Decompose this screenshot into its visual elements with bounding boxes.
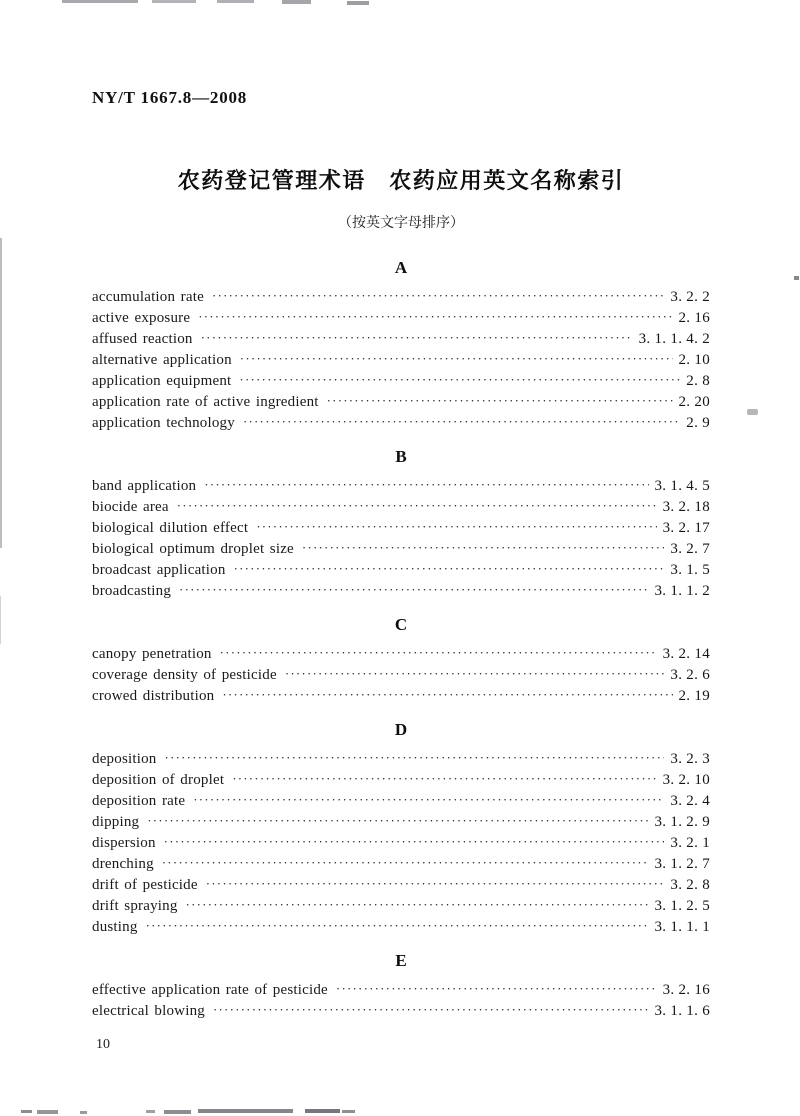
dotted-leader xyxy=(193,792,664,808)
index-ref-number: 3. 1. 1. 6 xyxy=(654,1003,710,1019)
index-ref-number: 3. 2. 18 xyxy=(662,499,710,515)
index-term: affused reaction xyxy=(92,331,193,347)
index-section xyxy=(92,615,710,709)
index-term: dispersion xyxy=(92,835,156,851)
index-term: canopy penetration xyxy=(92,646,212,662)
index-ref-number: 3. 2. 1 xyxy=(670,835,710,851)
section-entries xyxy=(92,982,710,1024)
index-entry-row xyxy=(92,415,710,436)
section-entries xyxy=(92,751,710,940)
dotted-leader xyxy=(240,351,673,367)
index-term: alternative application xyxy=(92,352,232,368)
index-term: deposition rate xyxy=(92,793,186,809)
index-ref-number: 3. 2. 2 xyxy=(670,289,710,305)
index-ref-number: 2. 10 xyxy=(678,352,710,368)
dotted-leader xyxy=(232,771,656,787)
section-letter-heading: D xyxy=(394,720,408,739)
section-letter-heading: B xyxy=(395,447,407,466)
index-entry-row xyxy=(92,373,710,394)
section-entries xyxy=(92,646,710,709)
index-ref-number: 3. 1. 2. 7 xyxy=(654,856,710,872)
dotted-leader xyxy=(239,372,680,388)
index-entry-row xyxy=(92,667,710,688)
dotted-leader xyxy=(206,876,665,892)
dotted-leader xyxy=(212,288,664,304)
standard-number: NY/T 1667.8—2008 xyxy=(92,88,248,107)
dotted-leader xyxy=(234,561,665,577)
dotted-leader xyxy=(222,687,672,703)
index-section xyxy=(92,447,710,604)
dotted-leader xyxy=(164,834,665,850)
index-term: deposition xyxy=(92,751,157,767)
scan-artifact-bottom-edge xyxy=(146,1110,155,1113)
scan-artifact-bottom-edge xyxy=(198,1109,293,1113)
index-term: drenching xyxy=(92,856,154,872)
dotted-leader xyxy=(213,1002,649,1018)
dotted-leader xyxy=(162,855,649,871)
index-term: broadcast application xyxy=(92,562,226,578)
section-letter-heading: E xyxy=(395,951,407,970)
index-entry-row xyxy=(92,835,710,856)
index-ref-number: 3. 1. 5 xyxy=(670,562,710,578)
index-ref-number: 3. 1. 1. 2 xyxy=(654,583,710,599)
index-entry-row xyxy=(92,583,710,604)
index-ref-number: 3. 2. 17 xyxy=(662,520,710,536)
dotted-leader xyxy=(243,414,680,430)
index-term: biological optimum droplet size xyxy=(92,541,294,557)
dotted-leader xyxy=(302,540,664,556)
index-ref-number: 3. 2. 3 xyxy=(670,751,710,767)
index-ref-number: 3. 2. 16 xyxy=(662,982,710,998)
index-entry-row xyxy=(92,562,710,583)
index-entry-row xyxy=(92,877,710,898)
index-entry-row xyxy=(92,1003,710,1024)
index-term: dusting xyxy=(92,919,138,935)
index-entry-row xyxy=(92,772,710,793)
index-term: biocide area xyxy=(92,499,169,515)
index-term: application rate of active ingredient xyxy=(92,394,319,410)
index-entry-row xyxy=(92,751,710,772)
section-letter-heading: C xyxy=(394,615,408,634)
index-ref-number: 3. 2. 7 xyxy=(670,541,710,557)
index-ref-number: 3. 2. 8 xyxy=(670,877,710,893)
index-ref-number: 3. 2. 6 xyxy=(670,667,710,683)
scan-artifact-bottom-edge xyxy=(80,1111,87,1114)
index-entry-row xyxy=(92,793,710,814)
index-entry-row xyxy=(92,919,710,940)
index-ref-number: 3. 1. 1. 4. 2 xyxy=(638,331,710,347)
index-term: application equipment xyxy=(92,373,232,389)
index-entry-row xyxy=(92,310,710,331)
dotted-leader xyxy=(285,666,665,682)
index-term: coverage density of pesticide xyxy=(92,667,277,683)
index-term: band application xyxy=(92,478,197,494)
page-subtitle: （按英文字母排序） xyxy=(338,215,464,231)
dotted-leader xyxy=(177,498,657,514)
index-ref-number: 2. 19 xyxy=(678,688,710,704)
index-entry-row xyxy=(92,289,710,310)
scan-artifact-bottom-edge xyxy=(37,1110,58,1114)
index-term: deposition of droplet xyxy=(92,772,225,788)
index-entry-row xyxy=(92,331,710,352)
index-entry-row xyxy=(92,856,710,877)
index-term: application technology xyxy=(92,415,235,431)
index-term: active exposure xyxy=(92,310,191,326)
dotted-leader xyxy=(147,813,648,829)
scan-artifact-bottom-edge xyxy=(305,1109,340,1113)
index-term: electrical blowing xyxy=(92,1003,205,1019)
index-term: crowed distribution xyxy=(92,688,215,704)
index-ref-number: 2. 8 xyxy=(686,373,710,389)
dotted-leader xyxy=(198,309,672,325)
index-term: biological dilution effect xyxy=(92,520,249,536)
scan-artifact-bottom-edge xyxy=(342,1110,355,1113)
index-entry-row xyxy=(92,541,710,562)
index-entry-row xyxy=(92,982,710,1003)
index-ref-number: 3. 2. 14 xyxy=(662,646,710,662)
index-entry-row xyxy=(92,394,710,415)
index-ref-number: 2. 9 xyxy=(686,415,710,431)
index-term: broadcasting xyxy=(92,583,172,599)
dotted-leader xyxy=(256,519,656,535)
section-entries xyxy=(92,478,710,604)
index-entry-row xyxy=(92,499,710,520)
index-entry-row xyxy=(92,520,710,541)
index-ref-number: 3. 2. 10 xyxy=(662,772,710,788)
index-term: drift of pesticide xyxy=(92,877,198,893)
page-title: 农药登记管理术语 农药应用英文名称索引 xyxy=(177,169,625,194)
index-ref-number: 2. 20 xyxy=(678,394,710,410)
index-ref-number: 3. 1. 2. 9 xyxy=(654,814,710,830)
index-sections xyxy=(92,258,710,1024)
index-entry-row xyxy=(92,352,710,373)
index-ref-number: 3. 2. 4 xyxy=(670,793,710,809)
dotted-leader xyxy=(146,918,649,934)
dotted-leader xyxy=(220,645,657,661)
dotted-leader xyxy=(165,750,665,766)
index-entry-row xyxy=(92,646,710,667)
dotted-leader xyxy=(204,477,648,493)
index-ref-number: 3. 1. 1. 1 xyxy=(654,919,710,935)
dotted-leader xyxy=(327,393,673,409)
index-term: effective application rate of pesticide xyxy=(92,982,328,998)
index-term: dipping xyxy=(92,814,140,830)
index-section xyxy=(92,951,710,1024)
index-entry-row xyxy=(92,688,710,709)
dotted-leader xyxy=(179,582,648,598)
section-entries xyxy=(92,289,710,436)
index-ref-number: 2. 16 xyxy=(678,310,710,326)
dotted-leader xyxy=(201,330,633,346)
section-letter-heading: A xyxy=(394,258,408,277)
scan-artifact-bottom-edge xyxy=(21,1110,32,1113)
index-ref-number: 3. 1. 4. 5 xyxy=(654,478,710,494)
dotted-leader xyxy=(336,981,657,997)
index-term: accumulation rate xyxy=(92,289,204,305)
index-entry-row xyxy=(92,478,710,499)
index-entry-row xyxy=(92,898,710,919)
page-number: 10 xyxy=(96,1037,110,1052)
index-section xyxy=(92,258,710,436)
index-section xyxy=(92,720,710,940)
index-entry-row xyxy=(92,814,710,835)
index-term: drift spraying xyxy=(92,898,178,914)
index-ref-number: 3. 1. 2. 5 xyxy=(654,898,710,914)
scan-artifact-bottom-edge xyxy=(164,1110,191,1114)
dotted-leader xyxy=(186,897,649,913)
